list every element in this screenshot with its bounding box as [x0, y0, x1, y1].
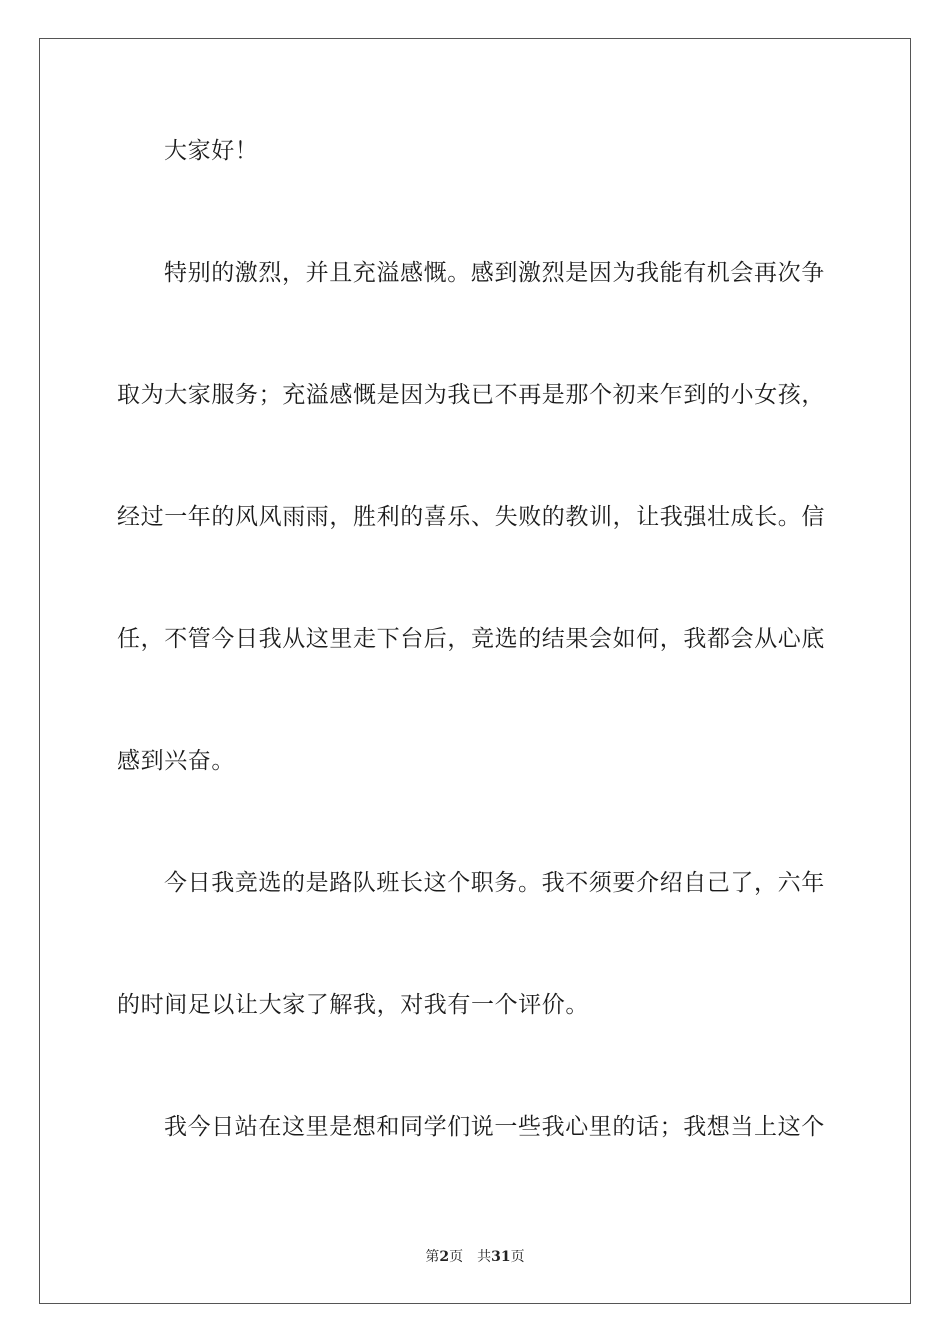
footer-total-prefix: 共 — [477, 1249, 492, 1265]
paragraph-line: 特别的激烈，并且充溢感慨。感到激烈是因为我能有机会再次争 — [164, 260, 825, 286]
paragraph-line: 感到兴奋。 — [117, 748, 235, 774]
paragraph-line: 经过一年的风风雨雨，胜利的喜乐、失败的教训，让我强壮成长。信 — [117, 504, 825, 530]
paragraph-line: 今日我竞选的是路队班长这个职务。我不须要介绍自己了，六年 — [164, 870, 825, 896]
footer-total-pages: 31 — [491, 1249, 511, 1265]
footer-page-prefix: 第 — [425, 1249, 440, 1265]
paragraph-line: 任，不管今日我从这里走下台后，竞选的结果会如何，我都会从心底 — [117, 626, 825, 652]
footer-page-number: 2 — [439, 1249, 450, 1265]
paragraph-line: 我今日站在这里是想和同学们说一些我心里的话；我想当上这个 — [164, 1114, 825, 1140]
footer-total-suffix: 页 — [510, 1249, 525, 1265]
paragraph-line: 的时间足以让大家了解我，对我有一个评价。 — [117, 992, 589, 1018]
page-footer — [0, 1248, 950, 1266]
paragraph-line: 取为大家服务；充溢感慨是因为我已不再是那个初来乍到的小女孩， — [117, 382, 825, 408]
greeting-line: 大家好！ — [164, 138, 259, 164]
footer-page-suffix: 页 — [449, 1249, 464, 1265]
